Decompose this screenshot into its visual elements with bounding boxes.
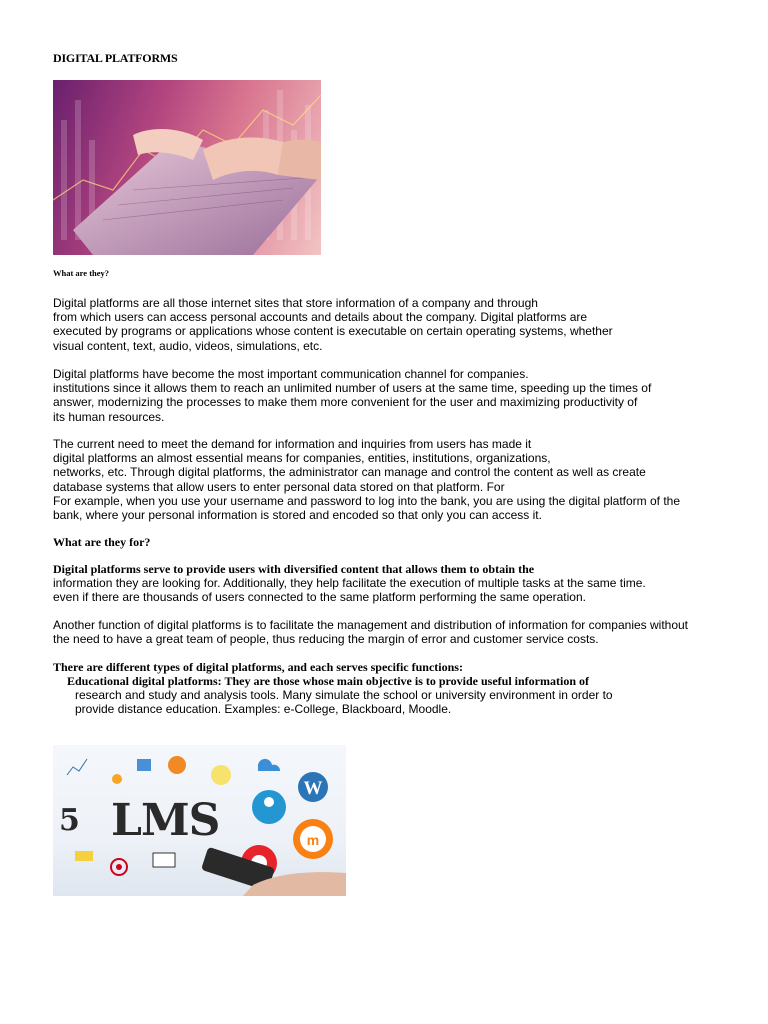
text-line: digital platforms an almost essential means for companies, entities, institutions, organizations, <box>53 451 551 466</box>
text-line: bank, where your personal information is stored and encoded so that only you can access it. <box>53 507 542 522</box>
hero-image <box>53 80 321 255</box>
text-line: even if there are thousands of users connected to the same platform performing the same operation. <box>53 590 586 605</box>
paragraph-purpose <box>53 562 646 605</box>
text-line: institutions since it allows them to reach an unlimited number of users at the same time, speeding up the times of <box>53 381 652 396</box>
lms-label: LMS <box>111 795 220 846</box>
moodle-icon <box>293 819 333 859</box>
text-line: Another function of digital platforms is to facilitate the management and distribution of information for companies without <box>53 618 689 632</box>
bold-line: Digital platforms serve to provide users with diversified content that allows them to obtain the <box>53 562 535 576</box>
text-line: executed by programs or applications whose content is executable on certain operating systems, whether <box>53 324 613 339</box>
paragraph-communication <box>53 367 651 424</box>
document-title: DIGITAL PLATFORMS <box>53 51 178 65</box>
what-are-they-heading: What are they? <box>53 268 110 278</box>
text-line: from which users can access personal accounts and details about the company. Digital platforms are <box>53 310 588 325</box>
what-are-they-for-heading: What are they for? <box>53 535 151 549</box>
laptop-typing-illustration <box>53 80 321 255</box>
text-line: networks, etc. Through digital platforms, the administrator can manage and control the content as well as create <box>53 465 646 480</box>
text-line: its human resources. <box>53 409 165 424</box>
text-line: For example, when you use your username and password to log into the bank, you are using the digital platform of the <box>53 493 681 508</box>
text-line: information they are looking for. Additionally, they help facilitate the execution of multiple tasks at the same time. <box>53 576 646 591</box>
text-line: research and study and analysis tools. Many simulate the school or university environment in order to <box>75 688 613 703</box>
text-line: database systems that allow users to enter personal data stored on that platform. For <box>53 479 505 494</box>
text-line: the need to have a great team of people, thus reducing the margin of error and customer service costs. <box>53 632 599 647</box>
text-line: answer, modernizing the processes to make them more convenient for the user and maximizing productivity of <box>53 395 638 410</box>
paragraph-function <box>53 618 688 646</box>
bullet-first-line <box>53 674 613 688</box>
text-line: visual content, text, audio, videos, simulations, etc. <box>53 338 323 353</box>
lms-image <box>53 745 346 896</box>
types-heading: There are different types of digital platforms, and each serves specific functions: <box>53 660 463 674</box>
lms-number-label: 5 <box>59 803 80 838</box>
bullet-bold-text: Educational digital platforms: They are those whose main objective is to provide useful information of <box>67 674 589 688</box>
doodle-icons <box>67 756 280 785</box>
text-line: provide distance education. Examples: e-College, Blackboard, Moodle. <box>75 702 452 717</box>
svg-text:m: m <box>306 832 320 848</box>
paragraph-demand <box>53 437 680 522</box>
text-line: The current need to meet the demand for information and inquiries from users has made it <box>53 437 532 451</box>
bullet-item-educational <box>53 674 613 717</box>
text-line: Digital platforms are all those internet sites that store information of a company and through <box>53 296 538 310</box>
svg-text:W: W <box>303 778 323 799</box>
document-icon <box>153 853 175 867</box>
chat-bubble-icon <box>75 851 93 861</box>
wordpress-icon <box>298 772 328 802</box>
paragraph-definition <box>53 296 613 353</box>
chamilo-icon <box>252 790 286 824</box>
target-icon <box>111 859 127 875</box>
text-line: Digital platforms have become the most important communication channel for companies. <box>53 367 529 381</box>
